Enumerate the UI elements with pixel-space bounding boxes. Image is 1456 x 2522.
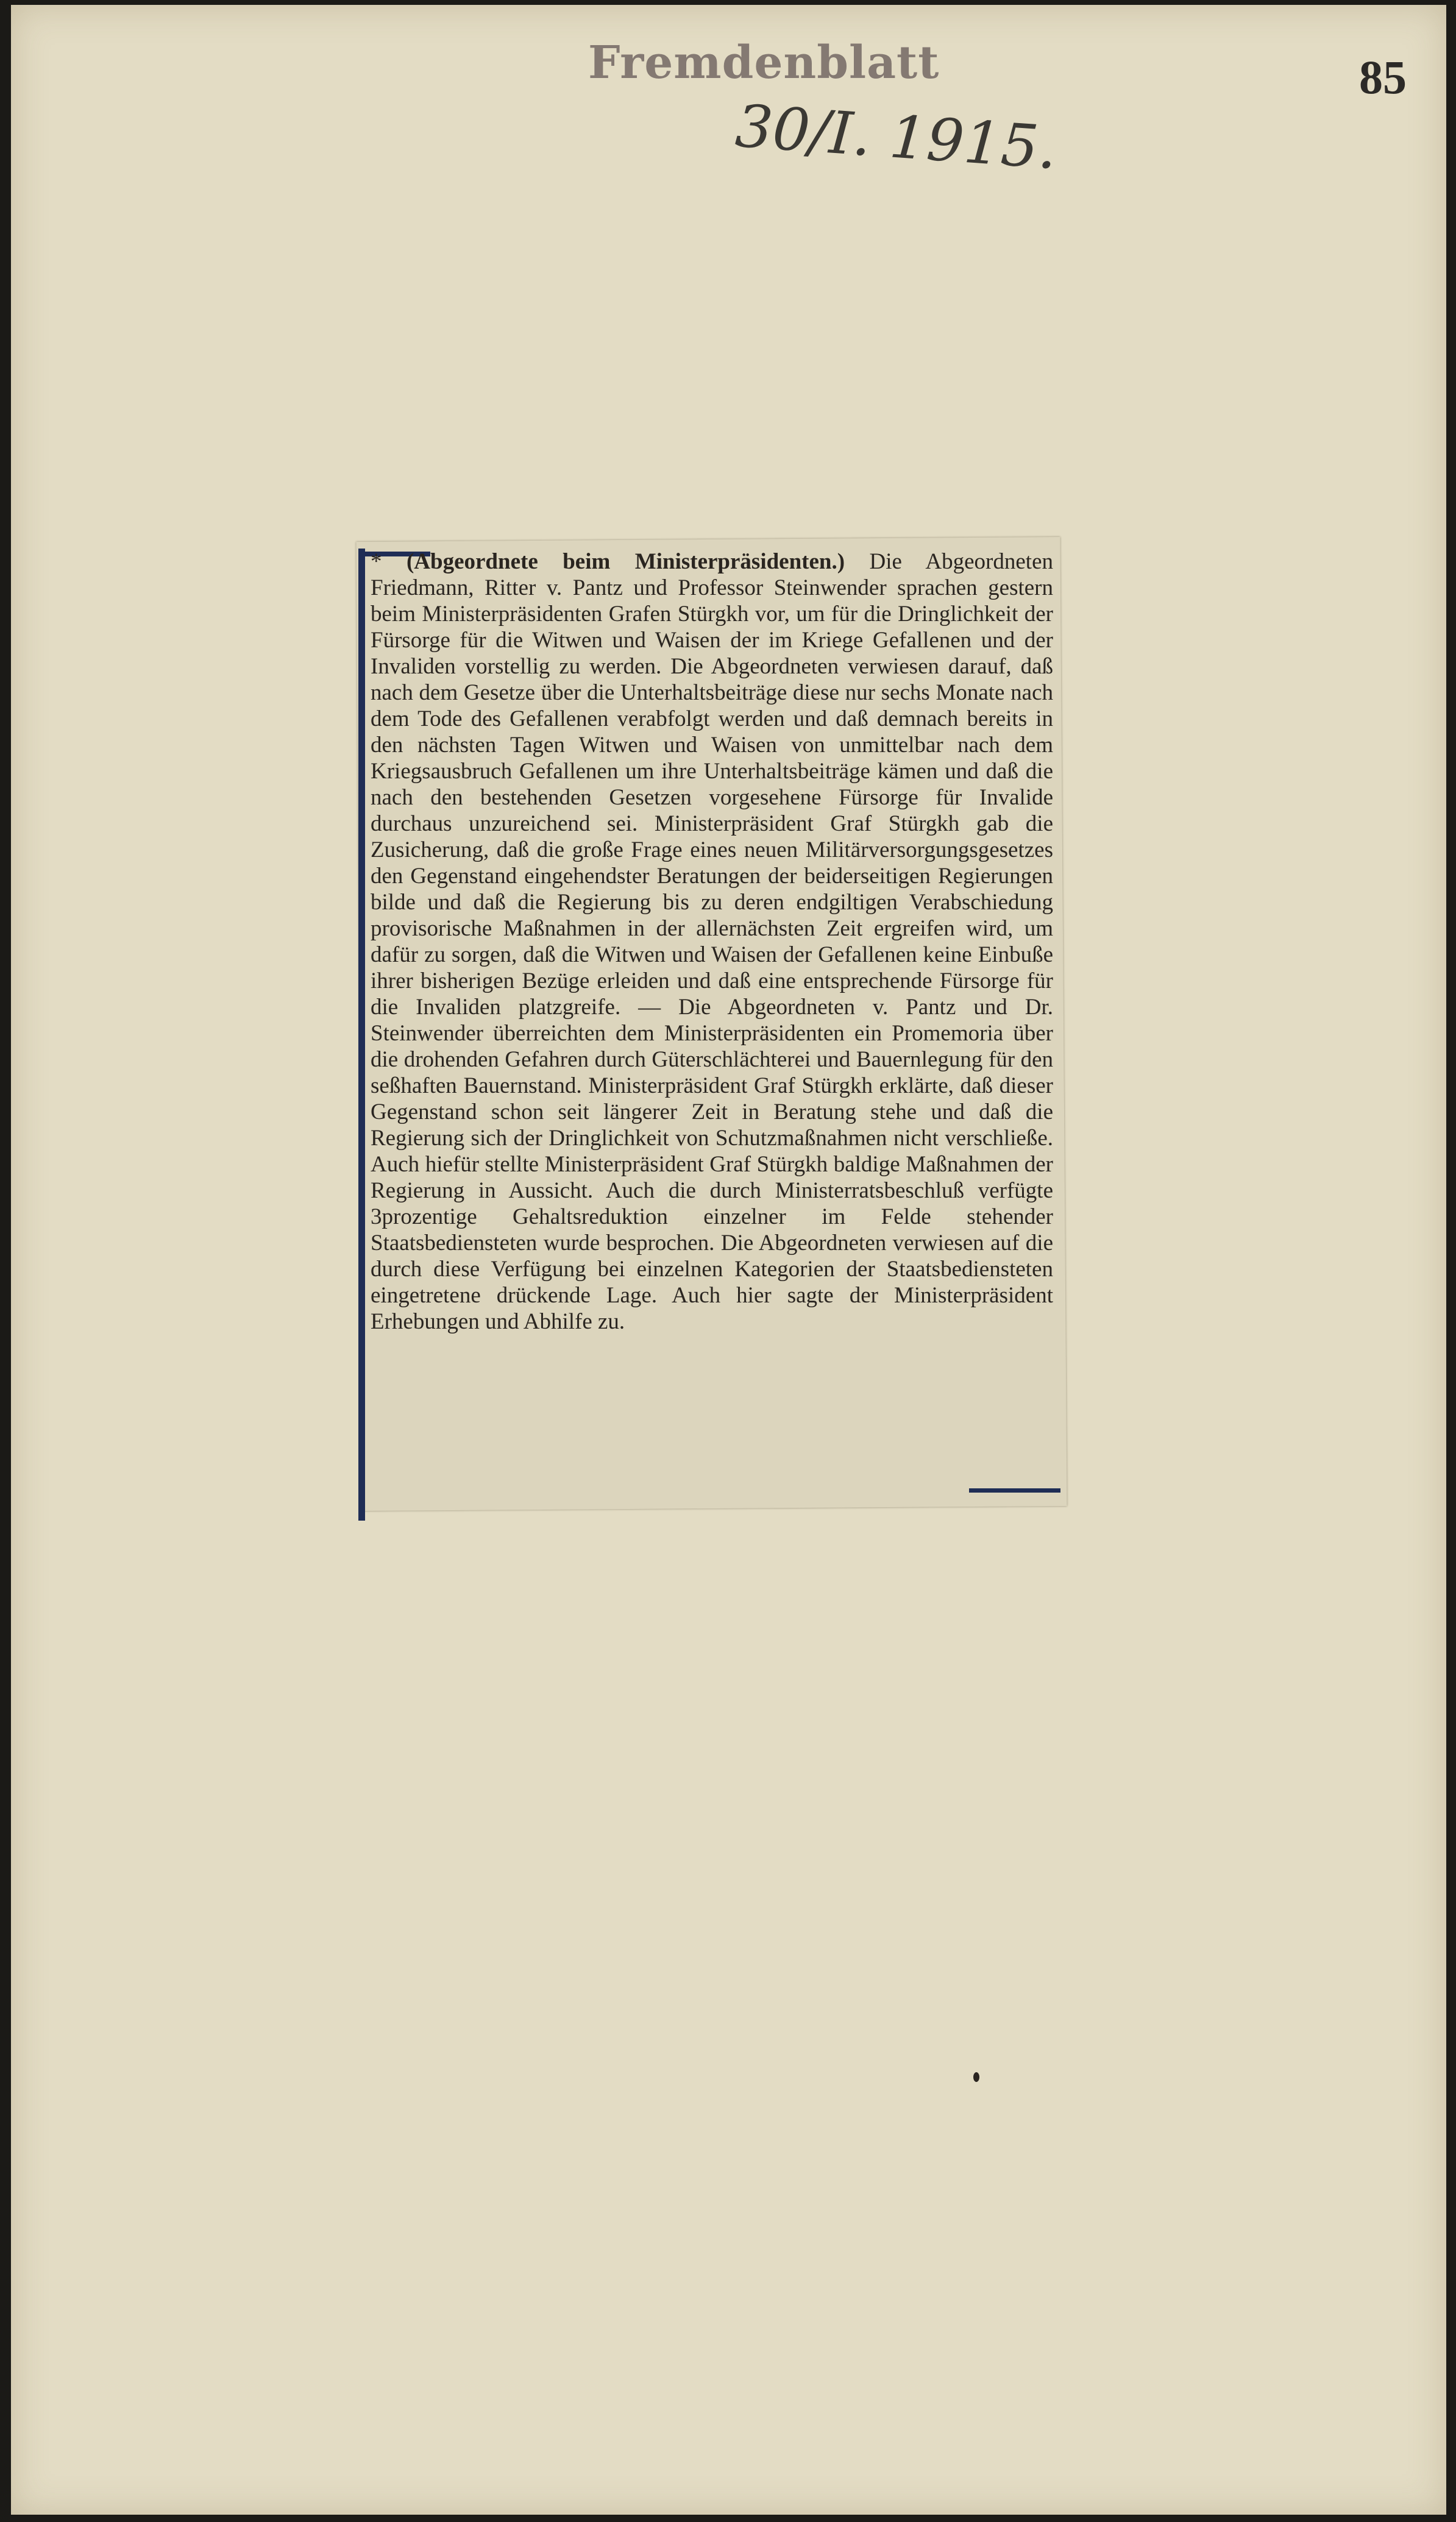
clipping-edge-rule [358,549,365,1521]
handwritten-date: 30/I. 1915. [733,91,1059,183]
article-text [371,549,1053,1499]
article-body: Die Abgeordneten Friedmann, Ritter v. Pantz und Professor Steinwender sprachen gestern beim Ministerpräsidenten Grafen Stürgkh vor, um für die Dringlichkeit der Fürsorge für die Witwen und Waisen der im Kriege Gefallenen und der Invaliden vorstellig zu werden. Die Abgeordneten verwiesen darauf, daß nach dem Gesetze über die Unterhaltsbeiträge diese nur sechs Monate nach dem Tode des Gefallenen verabfolgt werden und daß demnach bereits in den nächsten Tagen Witwen und Waisen von unmittelbar nach dem Kriegsausbruch Gefallenen um ihre Unterhaltsbeiträge kämen und daß die nach den bestehenden Gesetzen vorgesehene Fürsorge für Invalide durchaus unzureichend sei. Ministerpräsident Graf Stürgkh gab die Zusicherung, daß die große Frage eines neuen Militärversorgungsgesetzes den Gegenstand eingehendster Beratungen der beiderseitigen Regierungen bilde und daß die Regierung bis zu deren endgiltigen Verabschiedung provisorische Maßnahmen in der allernächsten Zeit ergreifen wird, um dafür zu sorgen, daß die Witwen und Waisen der Gefallenen keine Einbuße ihrer bisherigen Bezüge erleiden und daß eine entsprechende Fürsorge für die Invaliden platzgreife. — Die Abgeordneten v. Pantz und Dr. Steinwender überreichten dem Ministerpräsidenten ein Promemoria über die drohenden Gefahren durch Güterschlächterei und Bauernlegung für den seßhaften Bauernstand. Ministerpräsident Graf Stürgkh erklärte, daß dieser Gegenstand schon seit längerer Zeit in Beratung stehe und daß die Regierung sich der Dringlichkeit von Schutzmaßnahmen nicht verschließe. Auch hiefür stellte Ministerpräsident Graf Stürgkh baldige Maßnahmen der Regierung in Aussicht. Auch die durch Ministerratsbeschluß verfügte 3prozentige Gehaltsreduktion einzelner im Felde stehender Staatsbediensteten wurde besprochen. Die Abgeordneten verwiesen auf die durch diese Verfügung bei einzelnen Kategorien der Staatsbediensteten eingetretene drückende Lage. Auch hier sagte der Ministerpräsident Erhebungen und Abhilfe zu. [371,549,1053,1334]
page-number: 85 [1359,51,1407,104]
ink-speck [973,2072,979,2082]
archive-stamp: Fremdenblatt [588,37,940,89]
article-marker: * [371,549,382,574]
article-heading: (Abgeordnete beim Ministerpräsidenten.) [406,549,845,574]
